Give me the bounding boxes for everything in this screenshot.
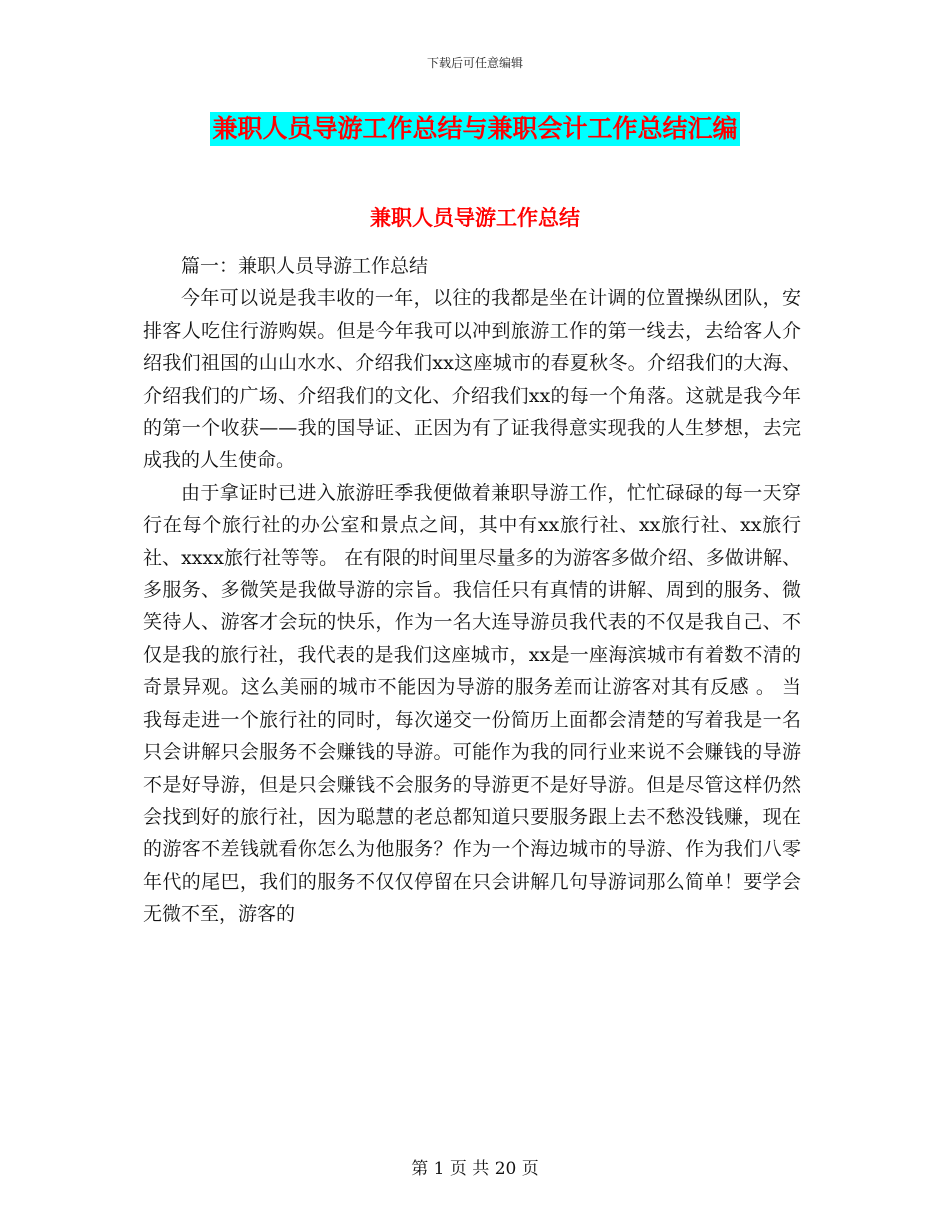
header-note: 下载后可任意编辑	[426, 56, 523, 70]
paragraph-subtitle: 篇一：兼职人员导游工作总结	[181, 255, 429, 277]
document-body	[143, 250, 801, 931]
document-title: 兼职人员导游工作总结与兼职会计工作总结汇编	[210, 112, 739, 146]
paragraph: 由于拿证时已进入旅游旺季我便做着兼职导游工作，忙忙碌碌的每一天穿行在每个旅行社的办公室和景点之间，其中有xx旅行社、xx旅行社、xx旅行社、xxxx旅行社等等。 在有限的时间里尽量多的为游客多做介绍、多做讲解、多服务、多微笑是我做导游的宗旨。我信任只有真情的讲解、周到的服务、微笑待人、游客才会玩的快乐，作为一名大连导游员我代表的不仅是我自己、不仅是我的旅行社，我代表的是我们这座城市，xx是一座海滨城市有着数不清的奇景异观。这么美丽的城市不能因为导游的服务差而让游客对其有反感 。 当我每走进一个旅行社的同时，每次递交一份简历上面都会清楚的写着我是一名只会讲解只会服务不会赚钱的导游。可能作为我的同行业来说不会赚钱的导游不是好导游，但是只会赚钱不会服务的导游更不是好导游。但是尽管这样仍然会找到好的旅行社，因为聪慧的老总都知道只要服务跟上去不愁没钱赚，现在的游客不差钱就看你怎么为他服务？作为一个海边城市的导游、作为我们八零年代的尾巴，我们的服务不仅仅停留在只会讲解几句导游词那么简单！要学会无微不至，游客的	[143, 481, 801, 926]
paragraph: 今年可以说是我丰收的一年，以往的我都是坐在计调的位置操纵团队，安排客人吃住行游购娱。但是今年我可以冲到旅游工作的第一线去，去给客人介绍我们祖国的山山水水、介绍我们xx这座城市的春夏秋冬。介绍我们的大海、介绍我们的广场、介绍我们的文化、介绍我们xx的每一个角落。这就是我今年的第一个收获——我的国导证、正因为有了证我得意实现我的人生梦想，去完成我的人生使命。	[143, 287, 801, 472]
document-title-container	[0, 112, 950, 146]
page-footer: 第 1 页 共 20 页	[411, 1159, 539, 1179]
section-title: 兼职人员导游工作总结	[370, 206, 580, 230]
